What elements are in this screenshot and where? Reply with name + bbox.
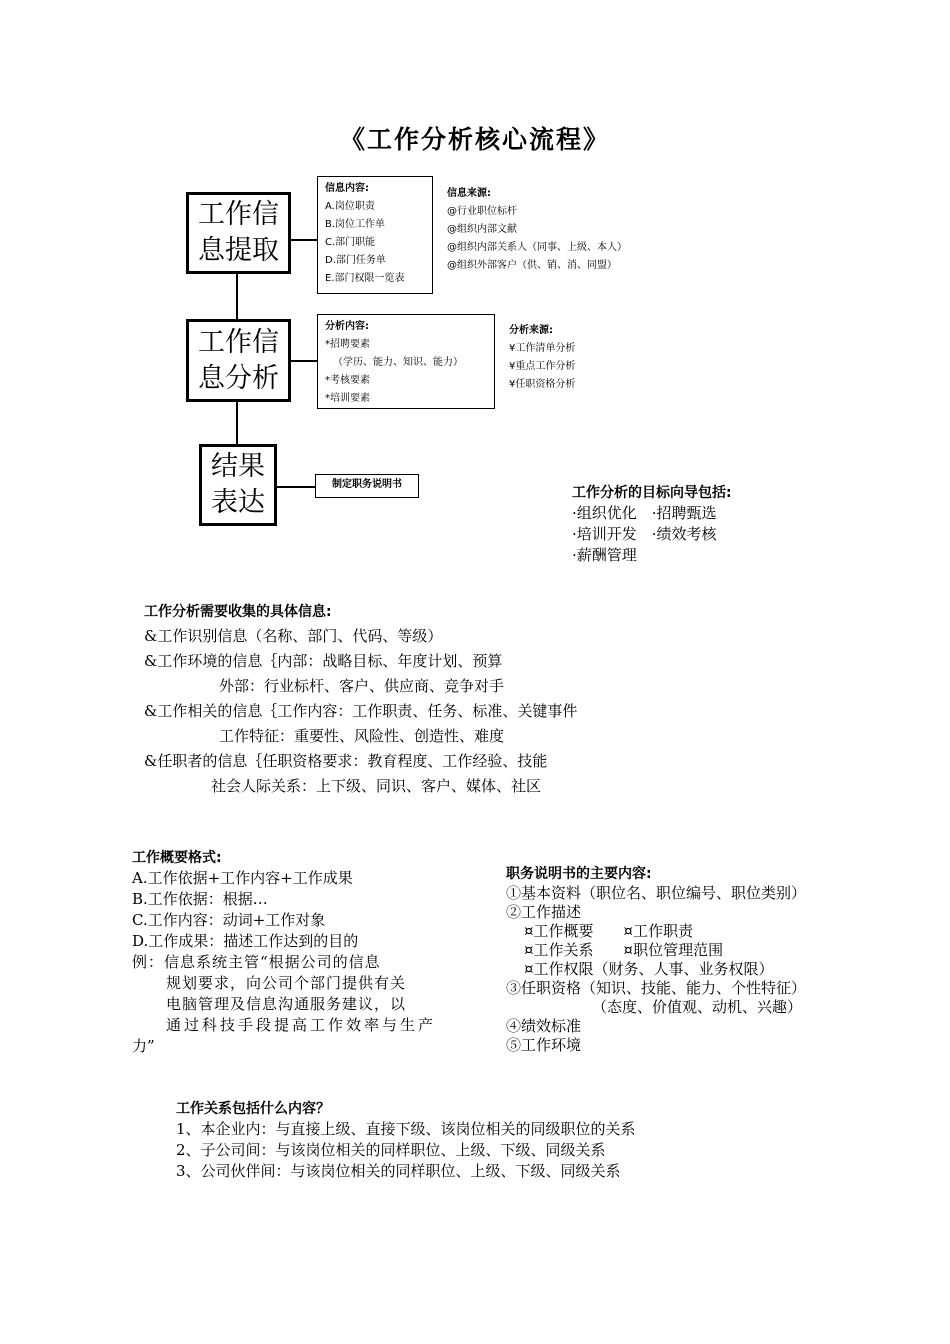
summary-example-line: 通过科技手段提高工作效率与生产	[166, 1016, 437, 1034]
jd-line: ¤工作关系 ¤职位管理范围	[524, 941, 724, 959]
summary-example-line: 规划要求，向公司个部门提供有关	[166, 974, 407, 992]
step-info-extraction	[186, 192, 291, 274]
info-content-item: A.岗位职责	[325, 201, 375, 212]
goals-heading: 工作分析的目标向导包括:	[572, 485, 732, 501]
info-source-item: @行业职位标杆	[447, 206, 517, 217]
analysis-content-box	[317, 314, 495, 409]
summary-example-line: 例：信息系统主管“根据公司的信息	[132, 953, 381, 971]
jd-heading: 职务说明书的主要内容:	[506, 866, 652, 882]
analysis-source-heading: 分析来源:	[509, 325, 553, 336]
info-content-heading: 信息内容:	[325, 183, 369, 194]
relations-line: 1、本企业内：与直接上级、直接下级、该岗位相关的同级职位的关系	[176, 1120, 636, 1138]
info-source-item: @组织内部文献	[447, 224, 517, 235]
collect-line: 社会人际关系：上下级、同识、客户、媒体、社区	[211, 777, 542, 795]
step-label: 结果	[211, 451, 265, 482]
jd-line: ①基本资料（职位名、职位编号、职位类别）	[506, 884, 807, 902]
connector-step3-result	[276, 486, 316, 488]
step-label: 息分析	[198, 362, 279, 394]
summary-line: D.工作成果：描述工作达到的目的	[132, 932, 359, 950]
step-result-expression	[199, 444, 277, 526]
info-source-heading: 信息来源:	[447, 188, 491, 199]
jd-section	[506, 864, 806, 1055]
summary-line: C.工作内容：动词+工作对象	[132, 911, 326, 929]
analysis-source-item: ¥工作清单分析	[509, 343, 576, 354]
jd-line: ②工作描述	[506, 903, 582, 921]
collect-section	[144, 600, 577, 799]
jd-line: ¤工作概要 ¤工作职责	[524, 922, 694, 940]
connector-step1-info	[290, 239, 318, 241]
relations-line: 2、子公司间：与该岗位相关的同样职位、上级、下级、同级关系	[176, 1141, 606, 1159]
goals-line: ·薪酬管理	[572, 546, 637, 564]
page-title: 《工作分析核心流程》	[339, 125, 610, 154]
step-label: 息提取	[198, 235, 279, 266]
info-content-box	[317, 176, 433, 294]
analysis-content-heading: 分析内容:	[325, 321, 369, 332]
connector-step2-analysis	[290, 360, 318, 362]
step-label: 工作信	[198, 326, 279, 358]
goals-line: ·培训开发 ·绩效考核	[572, 525, 717, 543]
collect-line: &工作环境的信息｛内部：战略目标、年度计划、预算	[144, 652, 503, 670]
analysis-content-item: （学历、能力、知识、能力）	[333, 357, 463, 368]
summary-heading: 工作概要格式:	[132, 850, 222, 866]
info-source-item: @组织内部关系人（同事、上级、本人）	[447, 242, 627, 253]
analysis-content-item: *考核要素	[325, 375, 370, 386]
info-content-item: B.岗位工作单	[325, 219, 386, 230]
info-content-item: C.部门职能	[325, 237, 376, 248]
goals-line: ·组织优化 ·招聘甄选	[572, 504, 717, 522]
collect-line: &工作相关的信息｛工作内容：工作职责、任务、标准、关键事件	[144, 702, 578, 720]
collect-line: &任职者的信息｛任职资格要求：教育程度、工作经验、技能	[144, 752, 548, 770]
relations-section	[176, 1099, 636, 1182]
info-content-item: D.部门任务单	[325, 255, 386, 266]
result-label: 制定职务说明书	[332, 479, 402, 490]
connector-1-2	[236, 272, 238, 322]
jd-line: ③任职资格（知识、技能、能力、个性特征）	[506, 979, 807, 997]
info-source-list	[447, 185, 627, 275]
jd-line: （态度、价值观、动机、兴趣）	[592, 998, 803, 1016]
analysis-source-item: ¥重点工作分析	[509, 361, 576, 372]
collect-line: 外部：行业标杆、客户、供应商、竞争对手	[219, 677, 505, 695]
result-label-box	[315, 474, 419, 498]
jd-line: ¤工作权限（财务、人事、业务权限）	[524, 960, 774, 978]
connector-2-3	[236, 400, 238, 446]
relations-line: 3、公司伙伴间：与该岗位相关的同样职位、上级、下级、同级关系	[176, 1162, 621, 1180]
collect-line: &工作识别信息（名称、部门、代码、等级）	[144, 627, 443, 645]
summary-example-line: 力”	[132, 1037, 155, 1055]
step-label: 工作信	[198, 199, 279, 230]
analysis-content-item: *培训要素	[325, 393, 370, 404]
analysis-source-list	[509, 322, 575, 394]
analysis-content-item: *招聘要素	[325, 339, 370, 350]
collect-line: 工作特征：重要性、风险性、创造性、难度	[219, 727, 505, 745]
info-content-item: E.部门权限一览表	[325, 273, 405, 284]
relations-heading: 工作关系包括什么内容？	[176, 1101, 330, 1117]
collect-heading: 工作分析需要收集的具体信息:	[144, 604, 332, 620]
summary-example-line: 电脑管理及信息沟通服务建议，以	[166, 995, 407, 1013]
step-label: 表达	[211, 487, 265, 518]
analysis-source-item: ¥任职资格分析	[509, 379, 576, 390]
summary-section	[132, 848, 436, 1057]
step-info-analysis	[186, 319, 291, 402]
summary-line: A.工作依据+工作内容+工作成果	[132, 869, 353, 887]
jd-line: ④绩效标准	[506, 1017, 582, 1035]
summary-line: B.工作依据：根据…	[132, 890, 268, 908]
info-source-item: @组织外部客户（供、销、消、同盟）	[447, 260, 617, 271]
jd-line: ⑤工作环境	[506, 1036, 582, 1054]
goals-section	[572, 483, 732, 566]
